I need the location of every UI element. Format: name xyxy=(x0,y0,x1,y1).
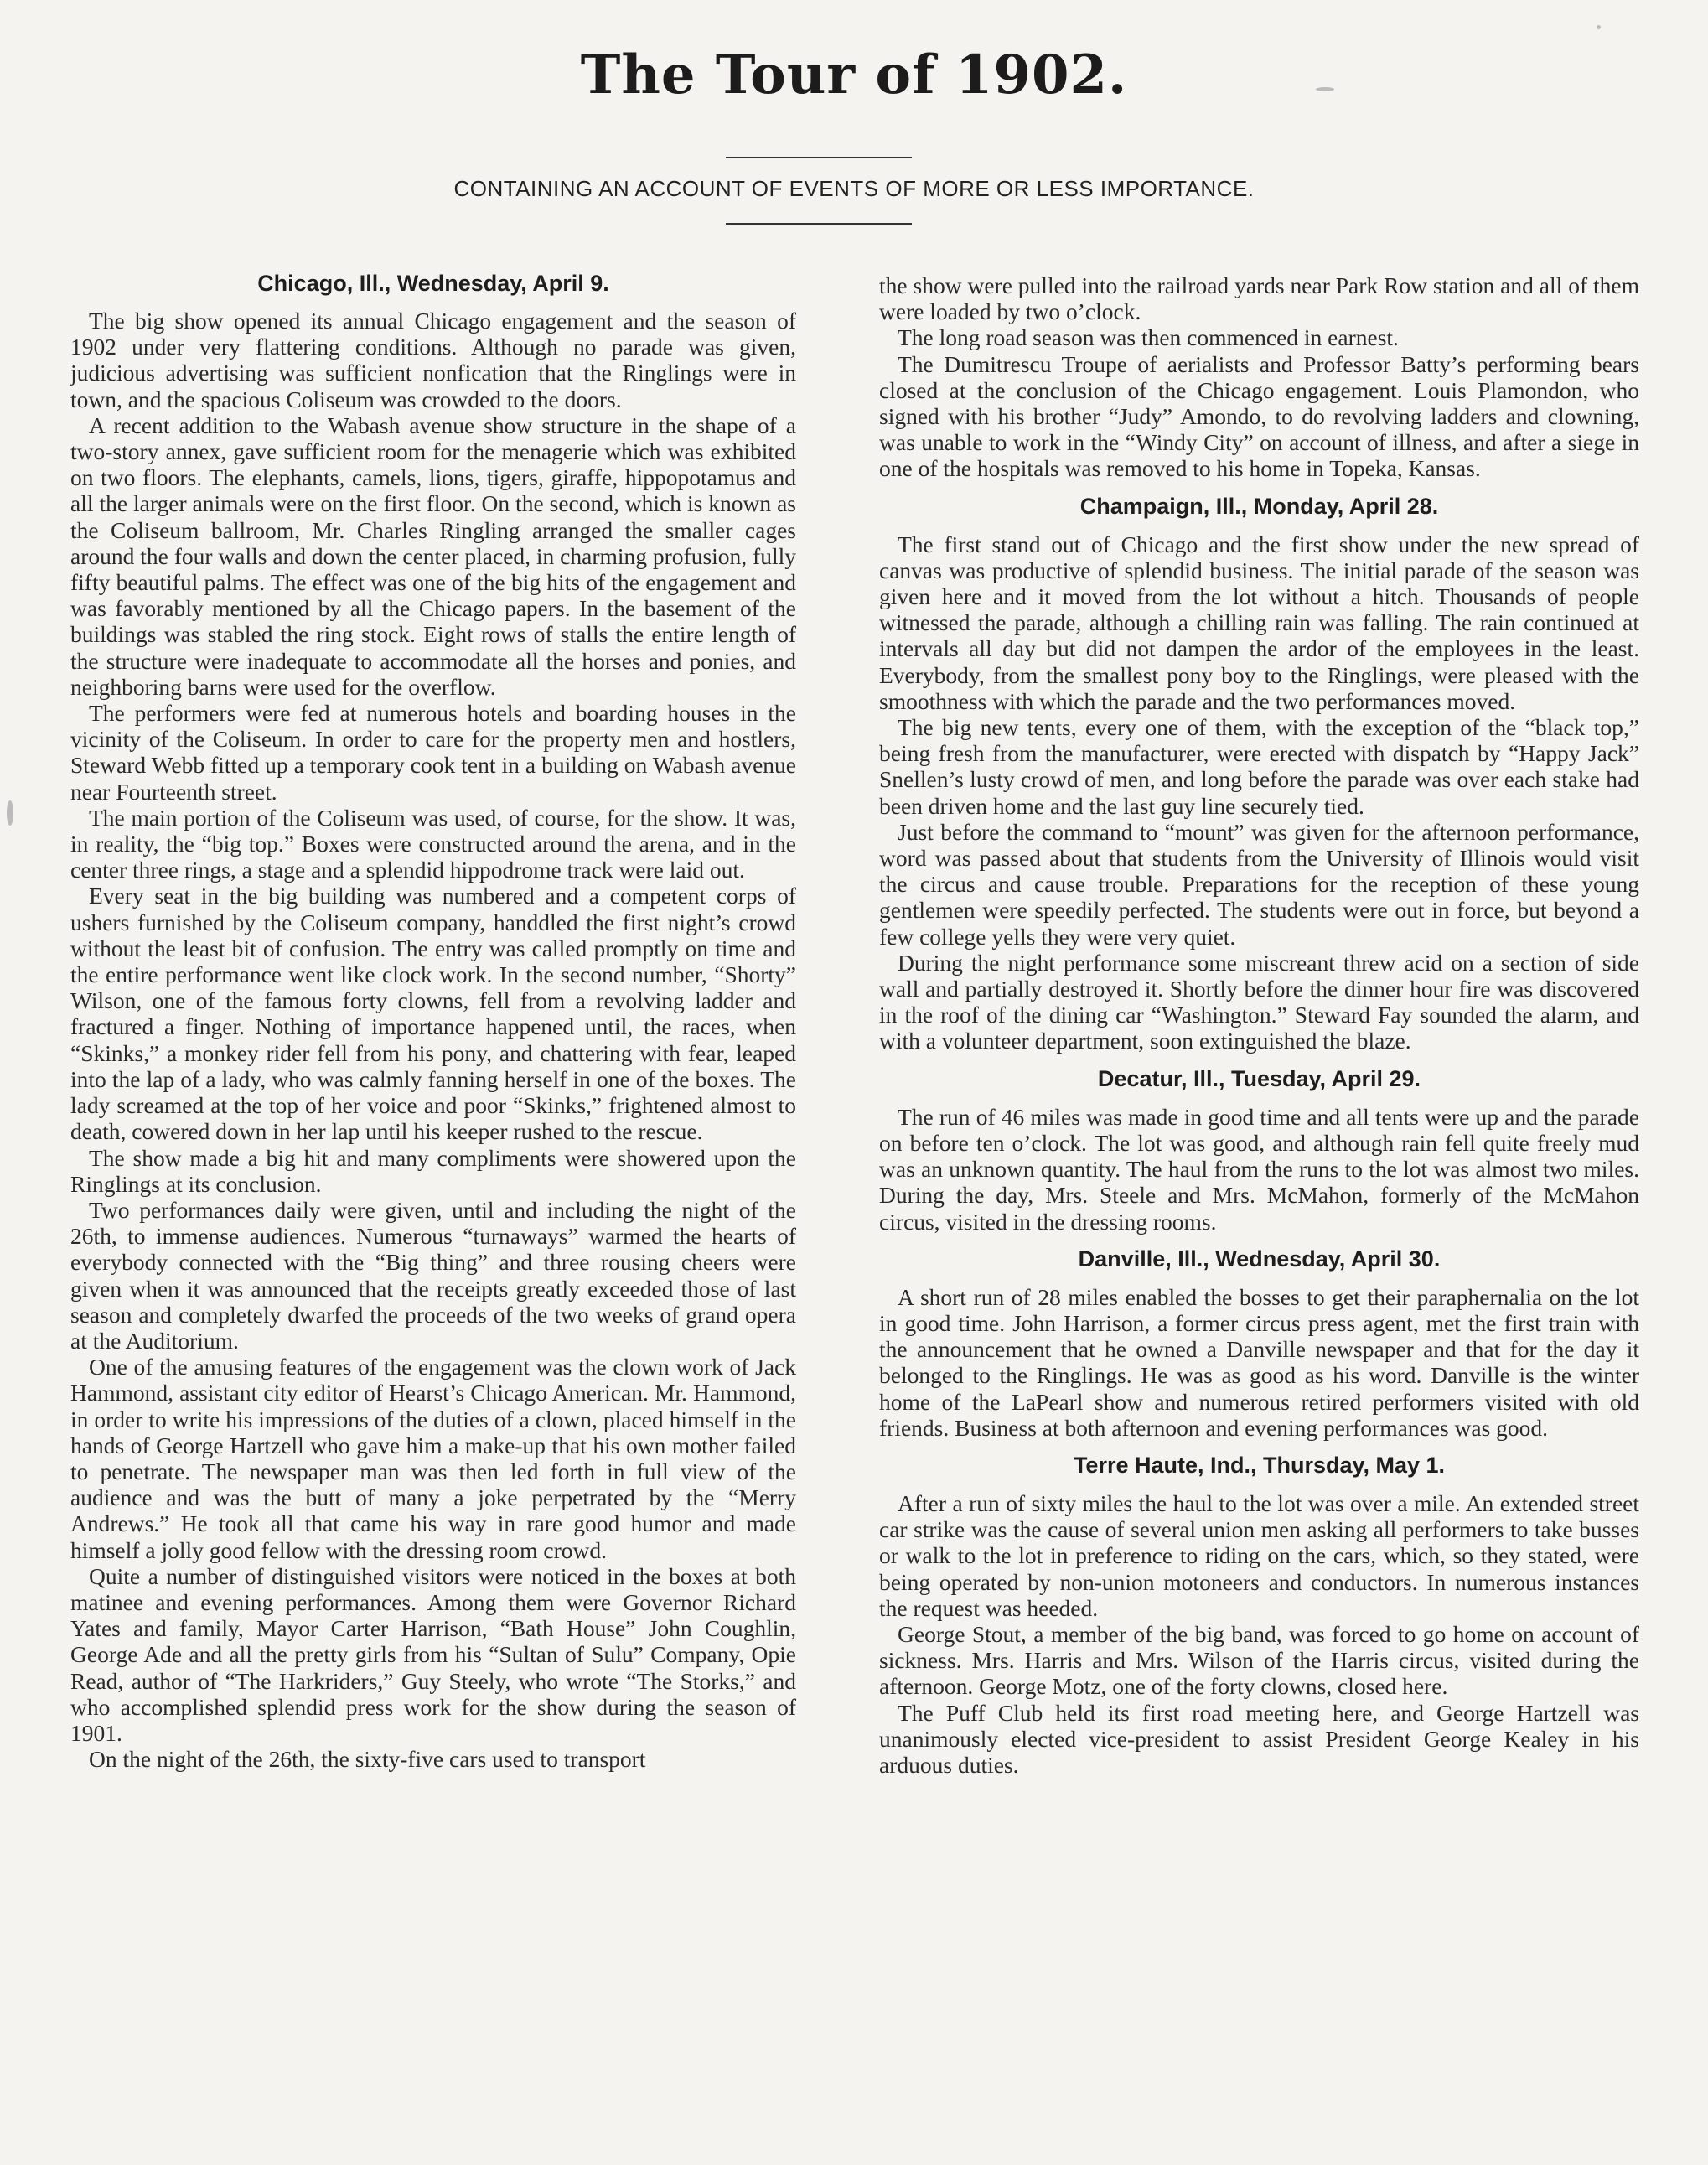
paragraph: Two performances daily were given, until and including the night of the 26th, to immense audiences. Numerous “turnaways” warmed the hearts of everybody connected with the “Big thing” and three rousing cheers were given when it was announced that the receipts greatly exceeded those of last season and completely dwarfed the proceeds of the two weeks of grand opera at the Auditorium. xyxy=(70,1196,796,1354)
paragraph: On the night of the 26th, the sixty-five cars used to transport xyxy=(89,1746,646,1773)
paragraph: The run of 46 miles was made in good time and all tents were up and the parade on before ten o’clock. The lot was good, and although rain fell quite freely mud was an unknown quantity. The haul from the runs to the lot was almost two miles. During the day, Mrs. Steele and Mrs. McMahon, formerly of the McMahon circus, visited in the dressing rooms. xyxy=(879,1103,1639,1235)
paragraph: Every seat in the big building was numbered and a competent corps of ushers furnished by the Coliseum company, handdled the first night’s crowd without the least bit of confusion. The entry was called promptly on time and the entire performance went like clock work. In the second number, “Shorty” Wilson, one of the famous forty clowns, fell from a revolving ladder and fractured a finger. Nothing of importance happened until, the races, when “Skinks,” a monkey rider fell from his pony, and chattering with fear, leaped into the lap of a lady, who was calmly fanning herself in one of the boxes. The lady screamed at the top of her voice and poor “Skinks,” frightened almost to death, cowered down in her lap until his keeper rushed to the rescue. xyxy=(70,883,796,1145)
title-rule-top xyxy=(726,157,912,158)
section-heading-decatur: Decatur, Ill., Tuesday, April 29. xyxy=(1097,1065,1421,1091)
paragraph: Just before the command to “mount” was given for the afternoon performance, word was passed about that students from the University of Illinois would visit the circus and cause trouble. Preparations for the reception of these young gentlemen were speedily perfected. The students were out in force, but beyond a few college yells they were very quiet. xyxy=(879,818,1639,950)
paragraph: The big new tents, every one of them, with the exception of the “black top,” being fresh from the manufacturer, were erected with dispatch by “Happy Jack” Snellen’s lusty crowd of men, and long before the parade was over each stake had been driven home and the last guy line securely tied. xyxy=(879,714,1639,819)
paragraph: Quite a number of distinguished visitors were noticed in the boxes at both matinee and evening performances. Among them were Governor Richard Yates and family, Mayor Carter Harrison, “Bath House” John Coughlin, George Ade and all the pretty girls from his “Sultan of Sulu” Company, Opie Read, author of “The Harkriders,” Guy Steely, who wrote “The Storks,” and who accomplished splendid press work for the show during the season of 1901. xyxy=(70,1562,796,1746)
paragraph: The long road season was then commenced in earnest. xyxy=(898,324,1399,351)
paragraph: The big show opened its annual Chicago engagement and the season of 1902 under very flattering conditions. Although no parade was given, judicious advertising was sufficient nonfication that the Ringlings were in town, and the spacious Coliseum was crowded to the doors. xyxy=(70,308,796,412)
paragraph: The Puff Club held its first road meeting here, and George Hartzell was unanimously elected vice-president to assist President George Kealey in his arduous duties. xyxy=(879,1699,1639,1778)
page-title: The Tour of 1902. xyxy=(580,44,1128,106)
right-column xyxy=(879,272,1639,1778)
page-subtitle: CONTAINING AN ACCOUNT OF EVENTS OF MORE OR LESS IMPORTANCE. xyxy=(453,176,1255,201)
scan-speck xyxy=(1597,25,1601,29)
scan-speck xyxy=(7,800,13,826)
section-heading-terre-haute: Terre Haute, Ind., Thursday, May 1. xyxy=(1073,1452,1446,1478)
section-heading-chicago: Chicago, Ill., Wednesday, April 9. xyxy=(257,271,609,296)
section-heading-danville: Danville, Ill., Wednesday, April 30. xyxy=(1078,1246,1441,1272)
paragraph: During the night performance some miscreant threw acid on a section of side wall and partially destroyed it. Shortly before the dinner hour fire was discovered in the roof of the dining car “Washington.” Steward Fay sounded the alarm, and with a volunteer department, soon extinguished the blaze. xyxy=(879,949,1639,1054)
paragraph-continued: the show were pulled into the railroad yards near Park Row station and all of them were loaded by two o’clock. xyxy=(879,272,1639,325)
title-rule-bottom xyxy=(726,223,912,225)
paragraph: The Dumitrescu Troupe of aerialists and Professor Batty’s performing bears closed at the conclusion of the Chicago engagement. Louis Plamondon, who signed with his brother “Judy” Amondo, to do revolving ladders and clowning, was unable to work in the “Windy City” on account of illness, and after a siege in one of the hospitals was removed to his home in Topeka, Kansas. xyxy=(879,350,1639,482)
paragraph: The first stand out of Chicago and the first show under the new spread of canvas was productive of splendid business. The initial parade of the season was given here and it moved from the lot without a hitch. Thousands of people witnessed the parade, although a chilling rain was falling. The rain continued at intervals all day but did not dampen the ardor of the employees in the least. Everybody, from the smallest pony boy to the Ringlings, were pleased with the smoothness with which the parade and the two performances moved. xyxy=(879,531,1639,714)
left-column xyxy=(70,271,796,1772)
paragraph: After a run of sixty miles the haul to the lot was over a mile. An extended street car strike was the cause of several union men asking all performers to take busses or walk to the lot in preference to riding on the cars, which, so they stated, were being operated by non-union motoneers and conductors. In numerous instances the request was heeded. xyxy=(879,1489,1639,1621)
section-heading-champaign: Champaign, Ill., Monday, April 28. xyxy=(1079,493,1439,519)
scan-speck xyxy=(1316,87,1334,91)
paragraph: A short run of 28 miles enabled the bosses to get their paraphernalia on the lot in good time. John Harrison, a former circus press agent, met the first train with the announcement that he owned a Danville newspaper and that for the day it belonged to the Ringlings. He was as good as his word. Danville is the winter home of the LaPearl show and numerous retired performers visited with old friends. Business at both afternoon and evening performances was good. xyxy=(879,1283,1639,1441)
paragraph: The performers were fed at numerous hotels and boarding houses in the vicinity of the Coliseum. In order to care for the property men and hostlers, Steward Webb fitted up a temporary cook tent in a building on Wabash avenue near Fourteenth street. xyxy=(70,700,796,805)
paragraph: The main portion of the Coliseum was used, of course, for the show. It was, in reality, the “big top.” Boxes were constructed around the arena, and in the center three rings, a stage and a splendid hippodrome track were laid out. xyxy=(70,804,796,883)
paragraph: One of the amusing features of the engagement was the clown work of Jack Hammond, assistant city editor of Hearst’s Chicago American. Mr. Hammond, in order to write his impressions of the duties of a clown, placed himself in the hands of George Hartzell who gave him a make-up that his own mother failed to penetrate. The newspaper man was then led forth in full view of the audience and was the butt of many a joke perpetrated by the “Merry Andrews.” He took all that came his way in rare good humor and made himself a jolly good fellow with the dressing room crowd. xyxy=(70,1354,796,1563)
paragraph: The show made a big hit and many compliments were showered upon the Ringlings at its conclusion. xyxy=(70,1144,796,1197)
paragraph: George Stout, a member of the big band, was forced to go home on account of sickness. Mrs. Harris and Mrs. Wilson of the Harris circus, visited during the afternoon. George Motz, one of the forty clowns, closed here. xyxy=(879,1620,1639,1700)
paragraph: A recent addition to the Wabash avenue show structure in the shape of a two-story annex, gave sufficient room for the menagerie which was exhibited on two floors. The elephants, camels, lions, tigers, giraffe, hippopotamus and all the larger animals were on the first floor. On the second, which is known as the Coliseum ballroom, Mr. Charles Ringling arranged the smaller cages around the four walls and down the center placed, in charming profusion, fully fifty beautiful palms. The effect was one of the big hits of the engagement and was favorably mentioned by all the Chicago papers. In the basement of the buildings was stabled the ring stock. Eight rows of stalls the entire length of the structure were inadequate to accommodate all the horses and ponies, and neighboring barns were used for the overflow. xyxy=(70,412,796,700)
